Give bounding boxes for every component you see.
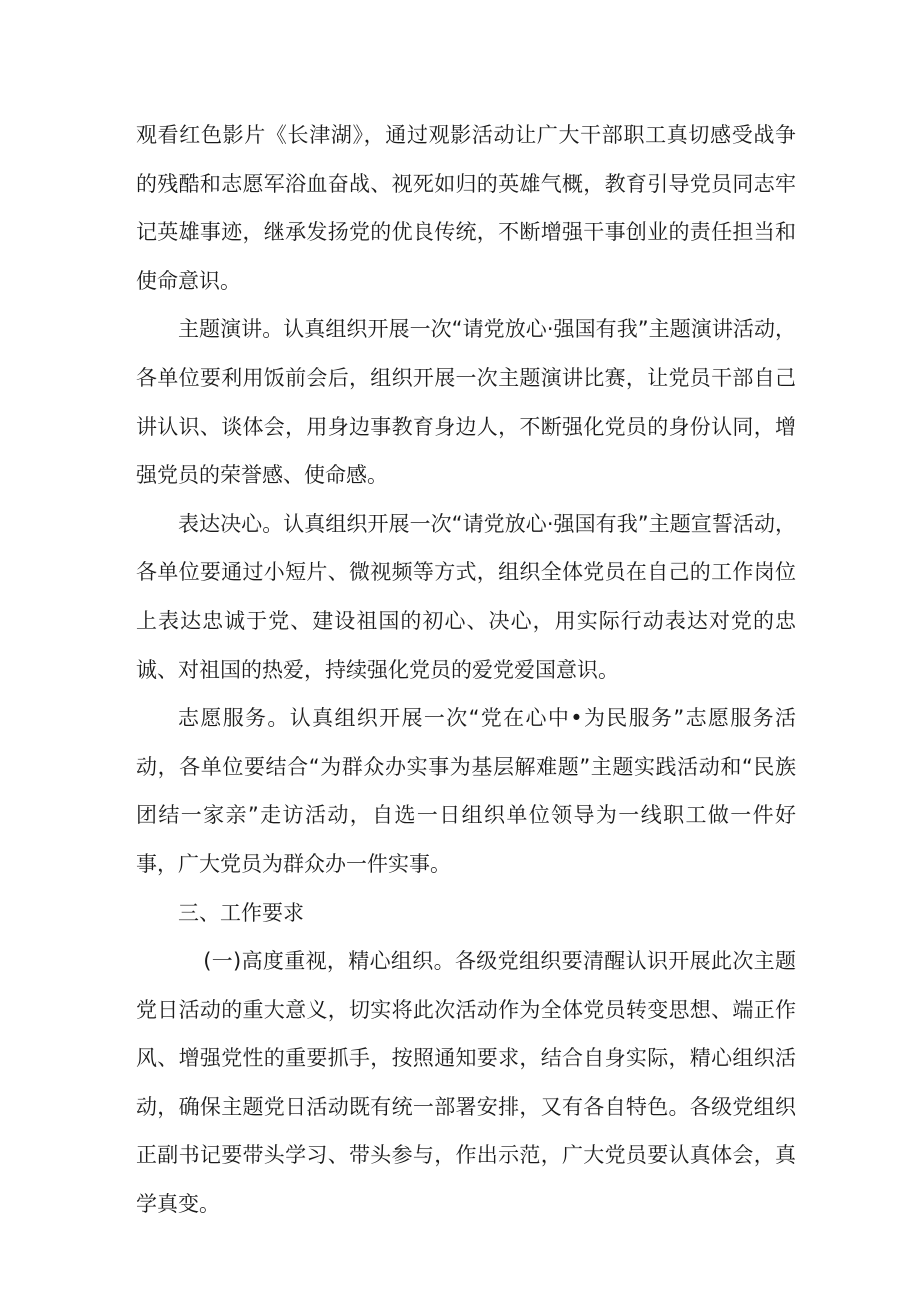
paragraph-film-viewing: 观看红色影片《长津湖》，通过观影活动让广大干部职工真切感受战争的残酷和志愿军浴血奋战、视死如归的英雄气概，教育引导党员同志牢记英雄事迹，继承发扬党的优良传统，不断增强干事创业的责任担当和使命意识。 — [136, 123, 796, 293]
section-heading-work-requirements: 三、工作要求 — [178, 900, 304, 925]
paragraph-requirement-1: (一)高度重视，精心组织。各级党组织要清醒认识开展此次主题党日活动的重大意义，切实将此次活动作为全体党员转变思想、端正作风、增强党性的重要抓手，按照通知要求，结合自身实际，精心组织活动，确保主题党日活动既有统一部署安排，又有各自特色。各级党组织正副书记要带头学习、带头参与，作出示范，广大党员要认真体会，真学真变。 — [136, 949, 796, 1217]
paragraph-theme-speech: 主题演讲。认真组织开展一次“请党放心·强国有我”主题演讲活动，各单位要利用饭前会后，组织开展一次主题演讲比赛，让党员干部自己讲认识、谈体会，用身边事教育身边人，不断强化党员的身份认同，增强党员的荣誉感、使命感。 — [136, 317, 796, 488]
document-body — [136, 111, 796, 1229]
paragraph-express-resolve: 表达决心。认真组织开展一次“请党放心·强国有我”主题宣誓活动，各单位要通过小短片、微视频等方式，组织全体党员在自己的工作岗位上表达忠诚于党、建设祖国的初心、决心，用实际行动表达对党的忠诚、对祖国的热爱，持续强化党员的爱党爱国意识。 — [136, 511, 796, 682]
paragraph-volunteer-service: 志愿服务。认真组织开展一次“党在心中•为民服务”志愿服务活动，各单位要结合“为群众办实事为基层解难题”主题实践活动和“民族团结一家亲”走访活动，自选一日组织单位领导为一线职工做一件好事，广大党员为群众办一件实事。 — [136, 706, 796, 876]
